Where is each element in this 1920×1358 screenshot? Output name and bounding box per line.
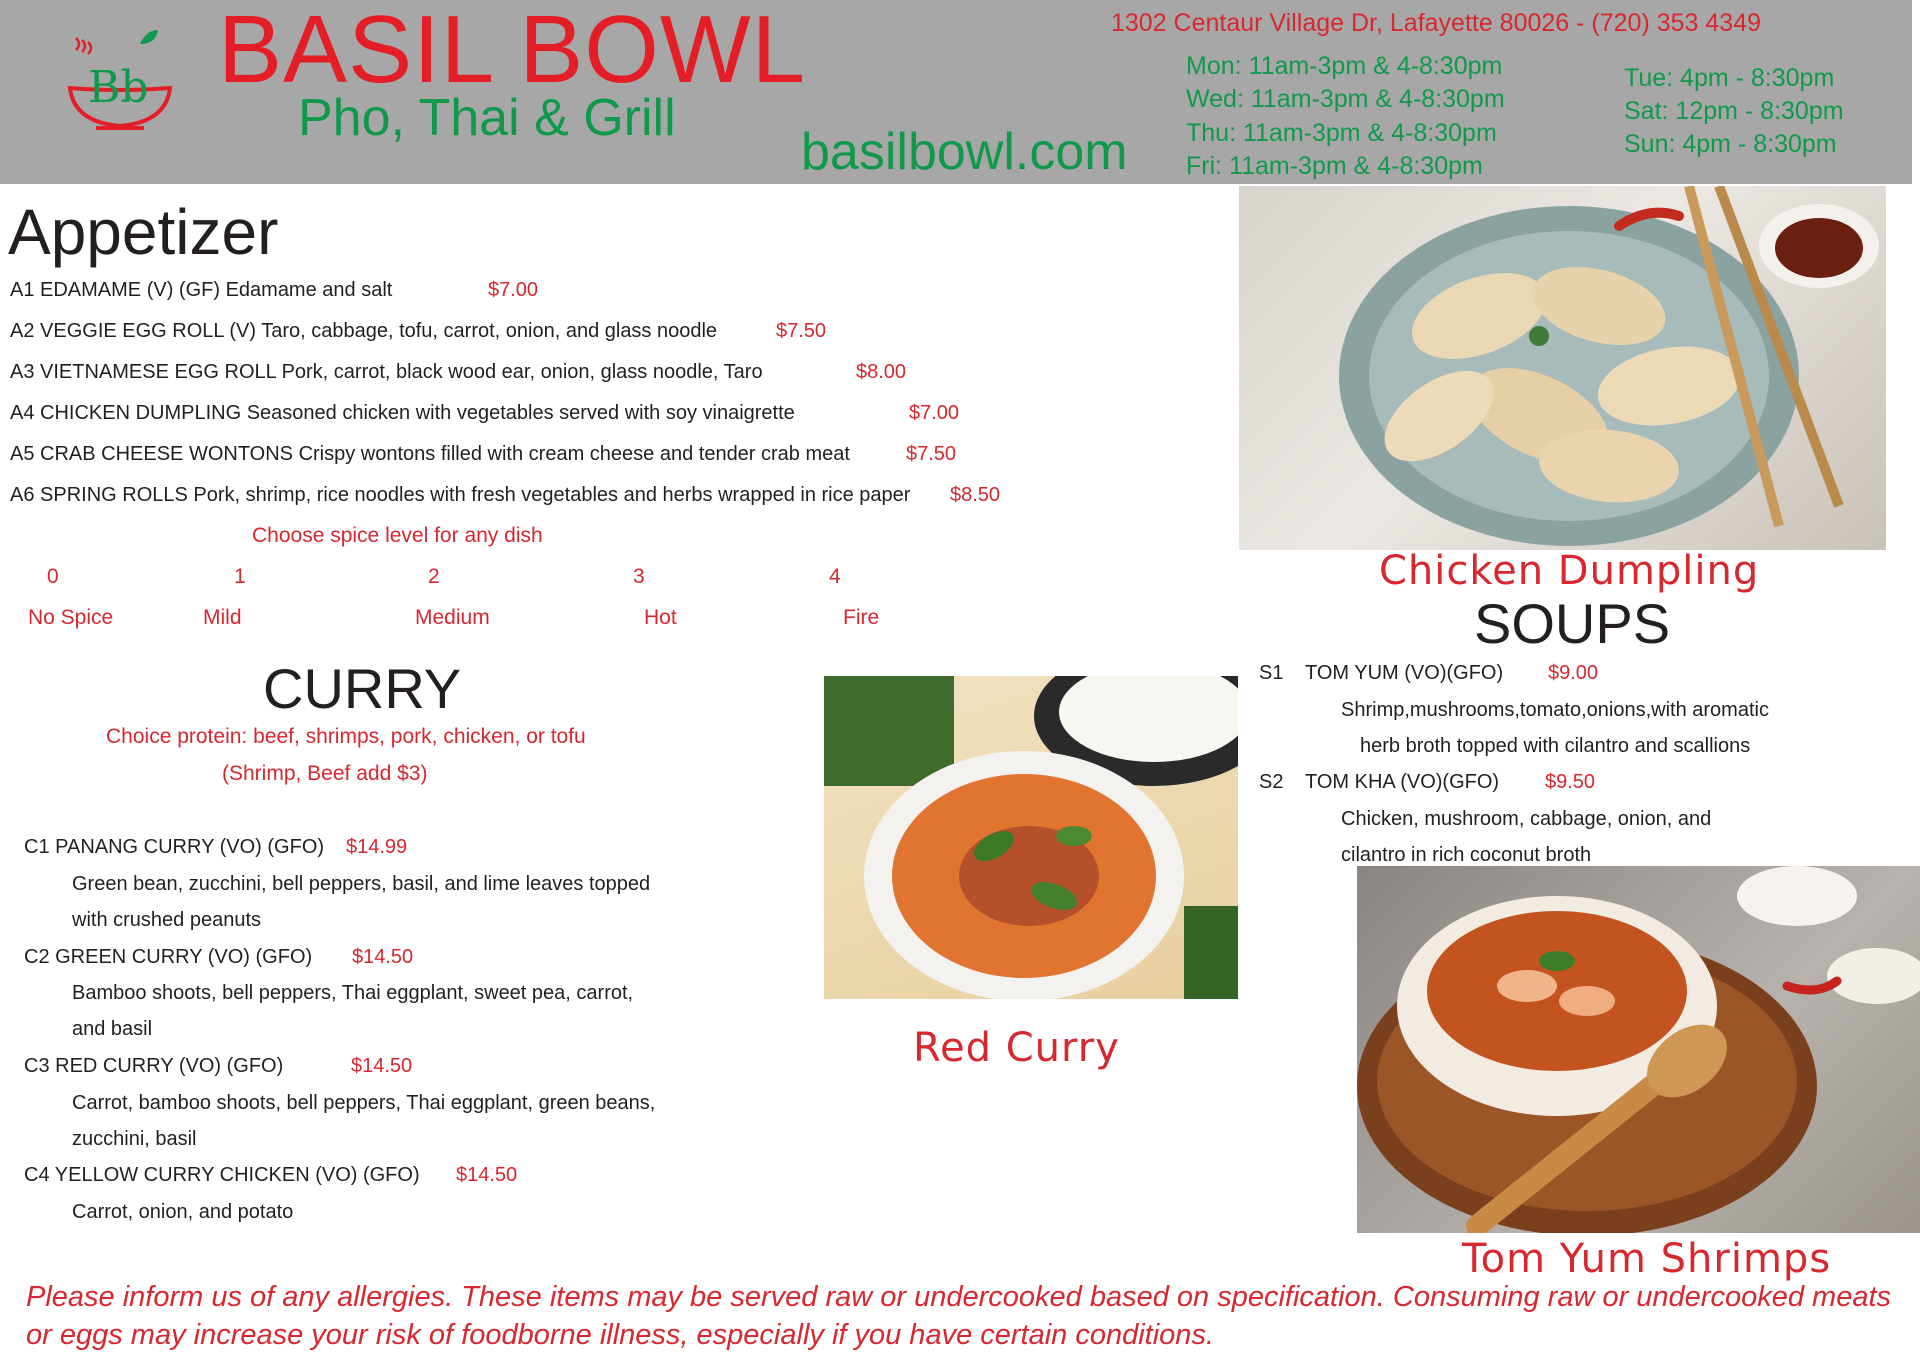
hours-line: Thu: 11am-3pm & 4-8:30pm	[1186, 119, 1497, 147]
item-text: A3 VIETNAMESE EGG ROLL Pork, carrot, black wood ear, onion, glass noodle, Taro	[10, 361, 763, 383]
red-curry-photo	[824, 676, 1238, 999]
item-text: A6 SPRING ROLLS Pork, shrimp, rice noodles with fresh vegetables and herbs wrapped in rice paper	[10, 484, 911, 506]
curry-item-price: $14.50	[351, 1055, 413, 1077]
restaurant-tagline: Pho, Thai & Grill	[298, 89, 676, 147]
soup-item-name: TOM YUM (VO)(GFO)	[1305, 662, 1504, 684]
red-curry-caption: Red Curry	[913, 1025, 1120, 1071]
hours-line: Sun: 4pm - 8:30pm	[1624, 130, 1837, 158]
curry-heading: CURRY	[263, 657, 462, 720]
soup-item-code: S1	[1259, 662, 1284, 684]
hours-line: Fri: 11am-3pm & 4-8:30pm	[1186, 152, 1483, 180]
tom-yum-photo	[1357, 866, 1920, 1233]
curry-item-description: zucchini, basil	[72, 1128, 197, 1150]
chicken-dumpling-photo	[1239, 186, 1886, 550]
hours-line: Sat: 12pm - 8:30pm	[1624, 97, 1844, 125]
curry-item-name: C3 RED CURRY (VO) (GFO)	[24, 1055, 284, 1077]
logo-letters: Bb	[88, 62, 149, 113]
restaurant-name: BASIL BOWL	[218, 0, 806, 103]
header-bar	[0, 0, 1912, 184]
spice-level-label: Medium	[415, 606, 490, 629]
curry-item-description: Carrot, bamboo shoots, bell peppers, Thai eggplant, green beans,	[72, 1092, 656, 1114]
curry-item-price: $14.99	[346, 836, 408, 858]
curry-item-description: Green bean, zucchini, bell peppers, basil, and lime leaves topped	[72, 873, 651, 895]
item-text: A2 VEGGIE EGG ROLL (V) Taro, cabbage, tofu, carrot, onion, and glass noodle	[10, 320, 718, 342]
tom-yum-caption: Tom Yum Shrimps	[1462, 1236, 1832, 1282]
spice-level-number: 0	[47, 565, 59, 588]
dumpling-plate-illustration	[1239, 186, 1886, 550]
appetizer-item	[10, 359, 907, 385]
item-text: A4 CHICKEN DUMPLING Seasoned chicken with vegetables served with soy vinaigrette	[10, 402, 795, 424]
item-text: A5 CRAB CHEESE WONTONS Crispy wontons filled with cream cheese and tender crab meat	[10, 443, 850, 465]
curry-item-name: C4 YELLOW CURRY CHICKEN (VO) (GFO)	[24, 1164, 420, 1186]
website-link[interactable]: basilbowl.com	[801, 123, 1128, 181]
item-price: $7.50	[906, 443, 957, 465]
item-price: $7.50	[776, 320, 827, 342]
appetizer-heading: Appetizer	[8, 196, 279, 268]
red-curry-illustration	[824, 676, 1238, 999]
appetizer-item	[10, 400, 960, 426]
curry-item-description: with crushed peanuts	[72, 909, 262, 931]
spice-level-number: 2	[428, 565, 440, 588]
protein-upcharge-note: (Shrimp, Beef add $3)	[222, 762, 428, 785]
spice-level-label: No Spice	[28, 606, 114, 629]
soup-item-description: Chicken, mushroom, cabbage, onion, and	[1341, 808, 1712, 830]
curry-item-name: C1 PANANG CURRY (VO) (GFO)	[24, 836, 325, 858]
soups-heading: SOUPS	[1474, 592, 1671, 655]
soup-item-description: cilantro in rich coconut broth	[1341, 844, 1592, 866]
appetizer-item	[10, 277, 539, 303]
address-phone: 1302 Centaur Village Dr, Lafayette 80026 - (720) 353 4349	[1111, 9, 1761, 37]
appetizer-item	[10, 482, 1001, 508]
hours-line: Wed: 11am-3pm & 4-8:30pm	[1186, 85, 1505, 113]
item-price: $8.50	[950, 484, 1001, 506]
appetizer-item	[10, 441, 957, 467]
item-price: $7.00	[909, 402, 960, 424]
curry-item-description: Bamboo shoots, bell peppers, Thai eggplant, sweet pea, carrot,	[72, 982, 634, 1004]
spice-level-number: 1	[234, 565, 246, 588]
appetizer-item	[10, 318, 827, 344]
allergy-disclaimer: Please inform us of any allergies. These items may be served raw or undercooked based on specification. Consuming raw or undercooked meats or eggs may increase your risk of foodborne illness, especially if you have certain conditions.	[26, 1281, 1892, 1351]
soup-item-name: TOM KHA (VO)(GFO)	[1305, 771, 1500, 793]
hours-line: Tue: 4pm - 8:30pm	[1624, 64, 1835, 92]
hours-line: Mon: 11am-3pm & 4-8:30pm	[1186, 52, 1503, 80]
bowl-logo-icon	[62, 30, 178, 134]
soup-item-price: $9.00	[1548, 662, 1599, 684]
spice-level-title: Choose spice level for any dish	[252, 524, 543, 547]
spice-level-number: 4	[829, 565, 841, 588]
soup-item-code: S2	[1259, 771, 1284, 793]
protein-choice-note: Choice protein: beef, shrimps, pork, chicken, or tofu	[106, 725, 586, 748]
curry-item-description: and basil	[72, 1018, 153, 1040]
chicken-dumpling-caption: Chicken Dumpling	[1379, 548, 1760, 594]
soup-item-description: Shrimp,mushrooms,tomato,onions,with aromatic	[1341, 699, 1769, 721]
spice-level-number: 3	[633, 565, 645, 588]
tom-yum-illustration	[1357, 866, 1920, 1233]
curry-item-price: $14.50	[456, 1164, 518, 1186]
curry-item-description: Carrot, onion, and potato	[72, 1201, 294, 1223]
soup-item-price: $9.50	[1545, 771, 1596, 793]
item-text: A1 EDAMAME (V) (GF) Edamame and salt	[10, 279, 393, 301]
curry-item-name: C2 GREEN CURRY (VO) (GFO)	[24, 946, 313, 968]
item-price: $7.00	[488, 279, 539, 301]
spice-level-label: Fire	[843, 606, 880, 629]
soup-item-description: herb broth topped with cilantro and scallions	[1360, 735, 1751, 757]
item-price: $8.00	[856, 361, 907, 383]
spice-level-label: Mild	[203, 606, 242, 629]
curry-item-price: $14.50	[352, 946, 414, 968]
spice-level-label: Hot	[644, 606, 677, 629]
